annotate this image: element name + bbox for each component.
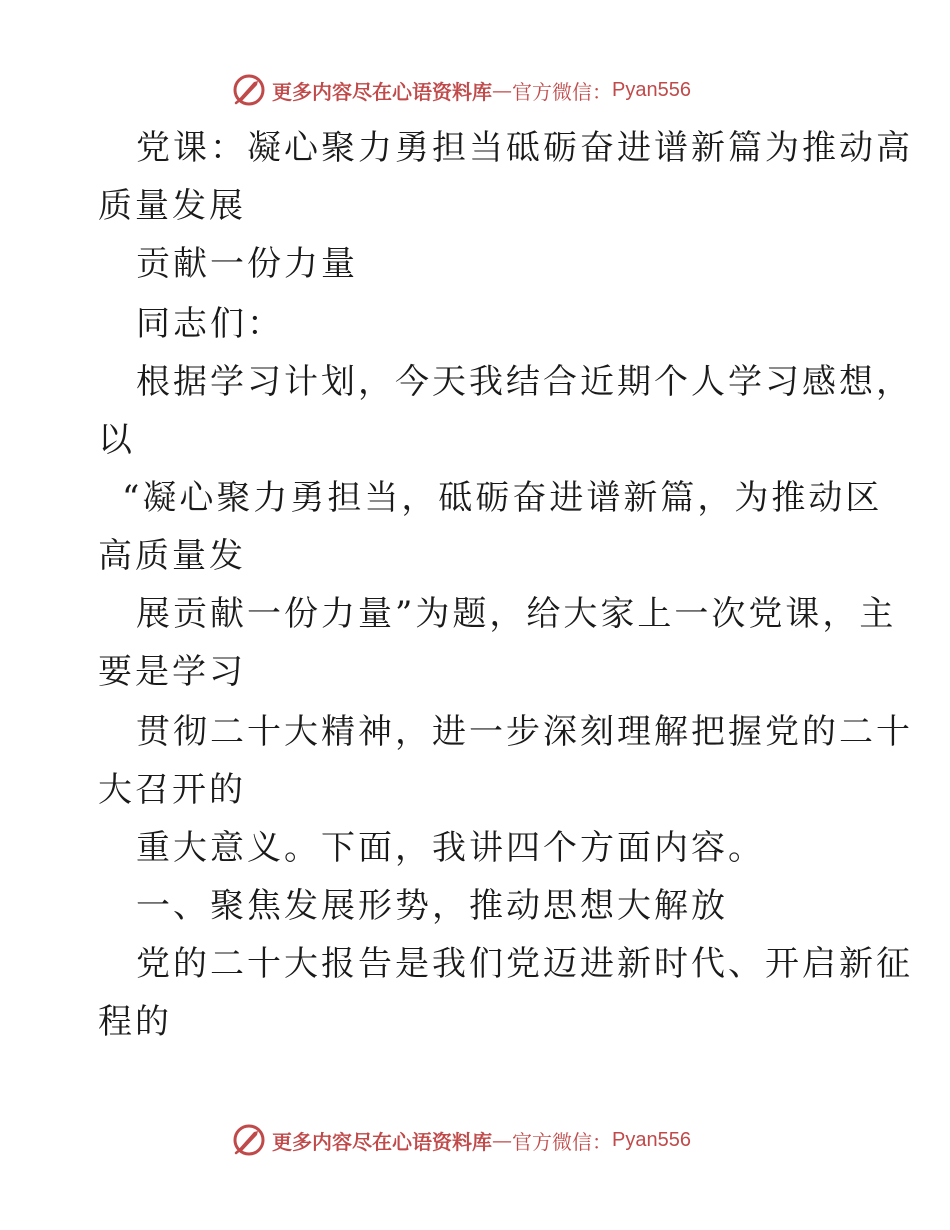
banner-main-text: 更多内容尽在心语资料库 bbox=[272, 1129, 492, 1154]
banner-main-text: 更多内容尽在心语资料库 bbox=[272, 79, 492, 104]
paragraph-line: 高质量发 bbox=[98, 536, 246, 576]
paragraph-line: 根据学习计划，今天我结合近期个人学习感想， bbox=[136, 362, 913, 402]
paragraph-line: 展贡献一份力量”为题，给大家上一次党课，主 bbox=[136, 594, 897, 634]
header-banner bbox=[232, 70, 691, 110]
quill-logo-icon bbox=[232, 73, 266, 107]
paragraph-line: 党的二十大报告是我们党迈进新时代、开启新征 bbox=[136, 944, 913, 984]
banner-separator: — bbox=[492, 78, 512, 102]
banner-separator: — bbox=[492, 1128, 512, 1152]
salutation: 同志们： bbox=[136, 304, 284, 344]
paragraph-line: 重大意义。下面，我讲四个方面内容。 bbox=[136, 828, 765, 868]
title-line-2: 质量发展 bbox=[98, 186, 246, 226]
paragraph-line: 贯彻二十大精神，进一步深刻理解把握党的二十 bbox=[136, 712, 913, 752]
paragraph-line: 大召开的 bbox=[98, 770, 246, 810]
banner-wechat-label: 官方微信： bbox=[512, 79, 612, 104]
title-line-3: 贡献一份力量 bbox=[136, 244, 358, 284]
banner-wechat-id: Pyan556 bbox=[612, 1128, 691, 1151]
banner-wechat-id: Pyan556 bbox=[612, 78, 691, 101]
paragraph-line: “凝心聚力勇担当，砥砺奋进谱新篇，为推动区 bbox=[122, 478, 883, 518]
title-line-1: 党课：凝心聚力勇担当砥砺奋进谱新篇为推动高 bbox=[136, 128, 913, 168]
quill-logo-icon bbox=[232, 1123, 266, 1157]
banner-wechat-label: 官方微信： bbox=[512, 1129, 612, 1154]
paragraph-line: 以 bbox=[98, 420, 135, 460]
footer-banner bbox=[232, 1120, 691, 1160]
paragraph-line: 要是学习 bbox=[98, 652, 246, 692]
section-heading: 一、聚焦发展形势，推动思想大解放 bbox=[136, 886, 728, 926]
paragraph-line: 程的 bbox=[98, 1002, 172, 1042]
